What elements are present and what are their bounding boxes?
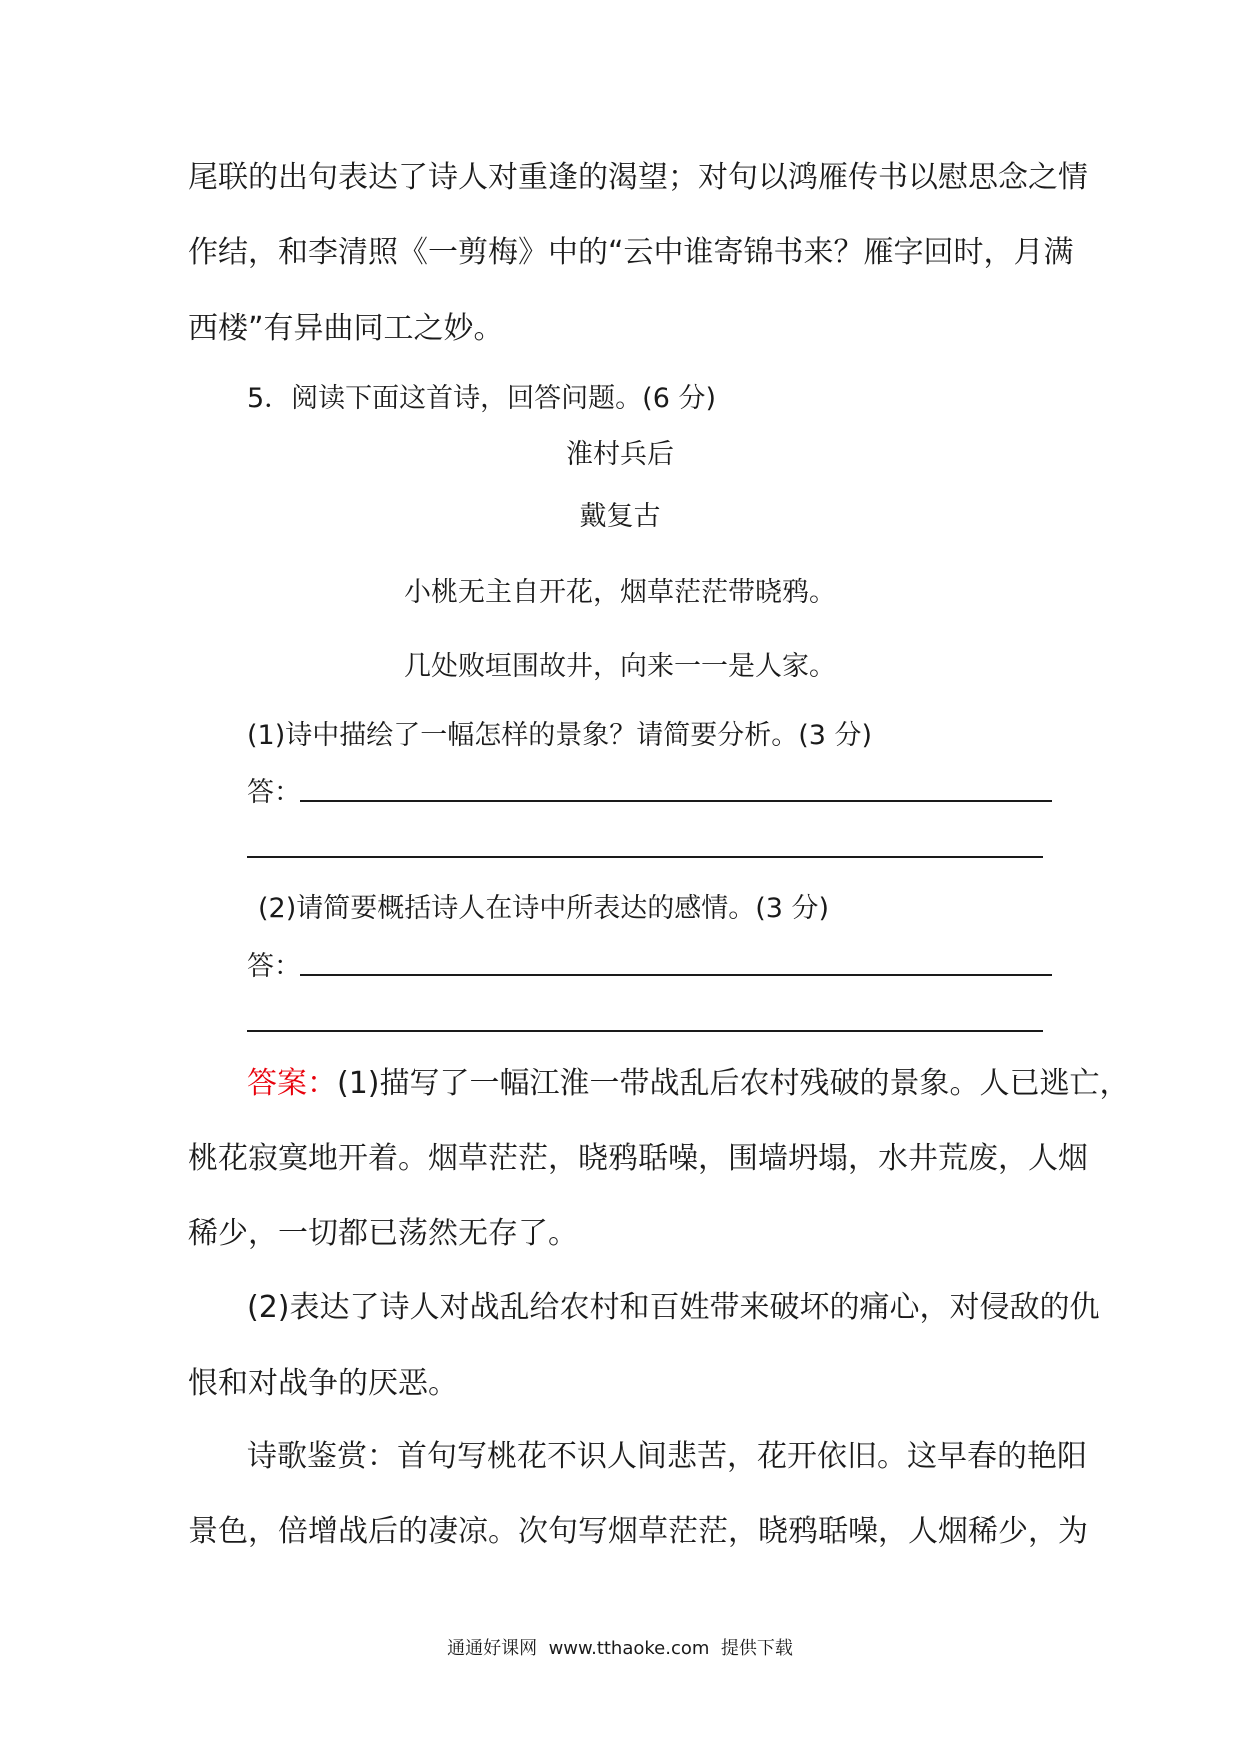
paragraph-line: 西楼”有异曲同工之妙。 xyxy=(188,311,504,346)
poem-line: 几处败垣围故井，向来一一是人家。 xyxy=(404,651,836,682)
poem-line: 小桃无主自开花，烟草茫茫带晓鸦。 xyxy=(404,577,836,608)
answer-label: 答案： xyxy=(247,1066,337,1101)
paragraph-line: 尾联的出句表达了诗人对重逢的渴望；对句以鸿雁传书以慰思念之情 xyxy=(188,160,1088,195)
sub-question-1: (1)诗中描绘了一幅怎样的景象？请简要分析。(3 分) xyxy=(247,720,873,751)
poem-title: 淮村兵后 xyxy=(566,439,674,470)
answer-line xyxy=(247,1064,1130,1104)
answer-blank-line[interactable] xyxy=(247,1030,1043,1032)
answer-line: 桃花寂寞地开着。烟草茫茫，晓鸦聒噪，围墙坍塌，水井荒废，人烟 xyxy=(188,1141,1088,1176)
answer-prefix: 答： xyxy=(247,951,301,982)
answer-blank-line[interactable] xyxy=(300,800,1052,802)
answer-prefix: 答： xyxy=(247,777,301,808)
sub-question-2: (2)请简要概括诗人在诗中所表达的感情。(3 分) xyxy=(258,893,830,924)
answer-line: 稀少，一切都已荡然无存了。 xyxy=(188,1216,578,1251)
answer-text: (1)描写了一幅江淮一带战乱后农村残破的景象。人已逃亡， xyxy=(337,1066,1130,1101)
appreciation-line: 景色，倍增战后的凄凉。次句写烟草茫茫，晓鸦聒噪，人烟稀少，为 xyxy=(188,1514,1088,1549)
answer-line: 恨和对战争的厌恶。 xyxy=(188,1366,458,1401)
appreciation-line: 诗歌鉴赏：首句写桃花不识人间悲苦，花开依旧。这早春的艳阳 xyxy=(247,1439,1087,1474)
page-footer: 通通好课网 www.tthaoke.com 提供下载 xyxy=(447,1638,793,1659)
answer-blank-line[interactable] xyxy=(300,974,1052,976)
question-prompt: 5．阅读下面这首诗，回答问题。(6 分) xyxy=(247,383,717,414)
answer-line: (2)表达了诗人对战乱给农村和百姓带来破坏的痛心，对侵敌的仇 xyxy=(247,1290,1100,1325)
poem-author: 戴复古 xyxy=(579,501,661,532)
answer-blank-line[interactable] xyxy=(247,856,1043,858)
paragraph-line: 作结，和李清照《一剪梅》中的“云中谁寄锦书来？雁字回时，月满 xyxy=(188,235,1074,270)
